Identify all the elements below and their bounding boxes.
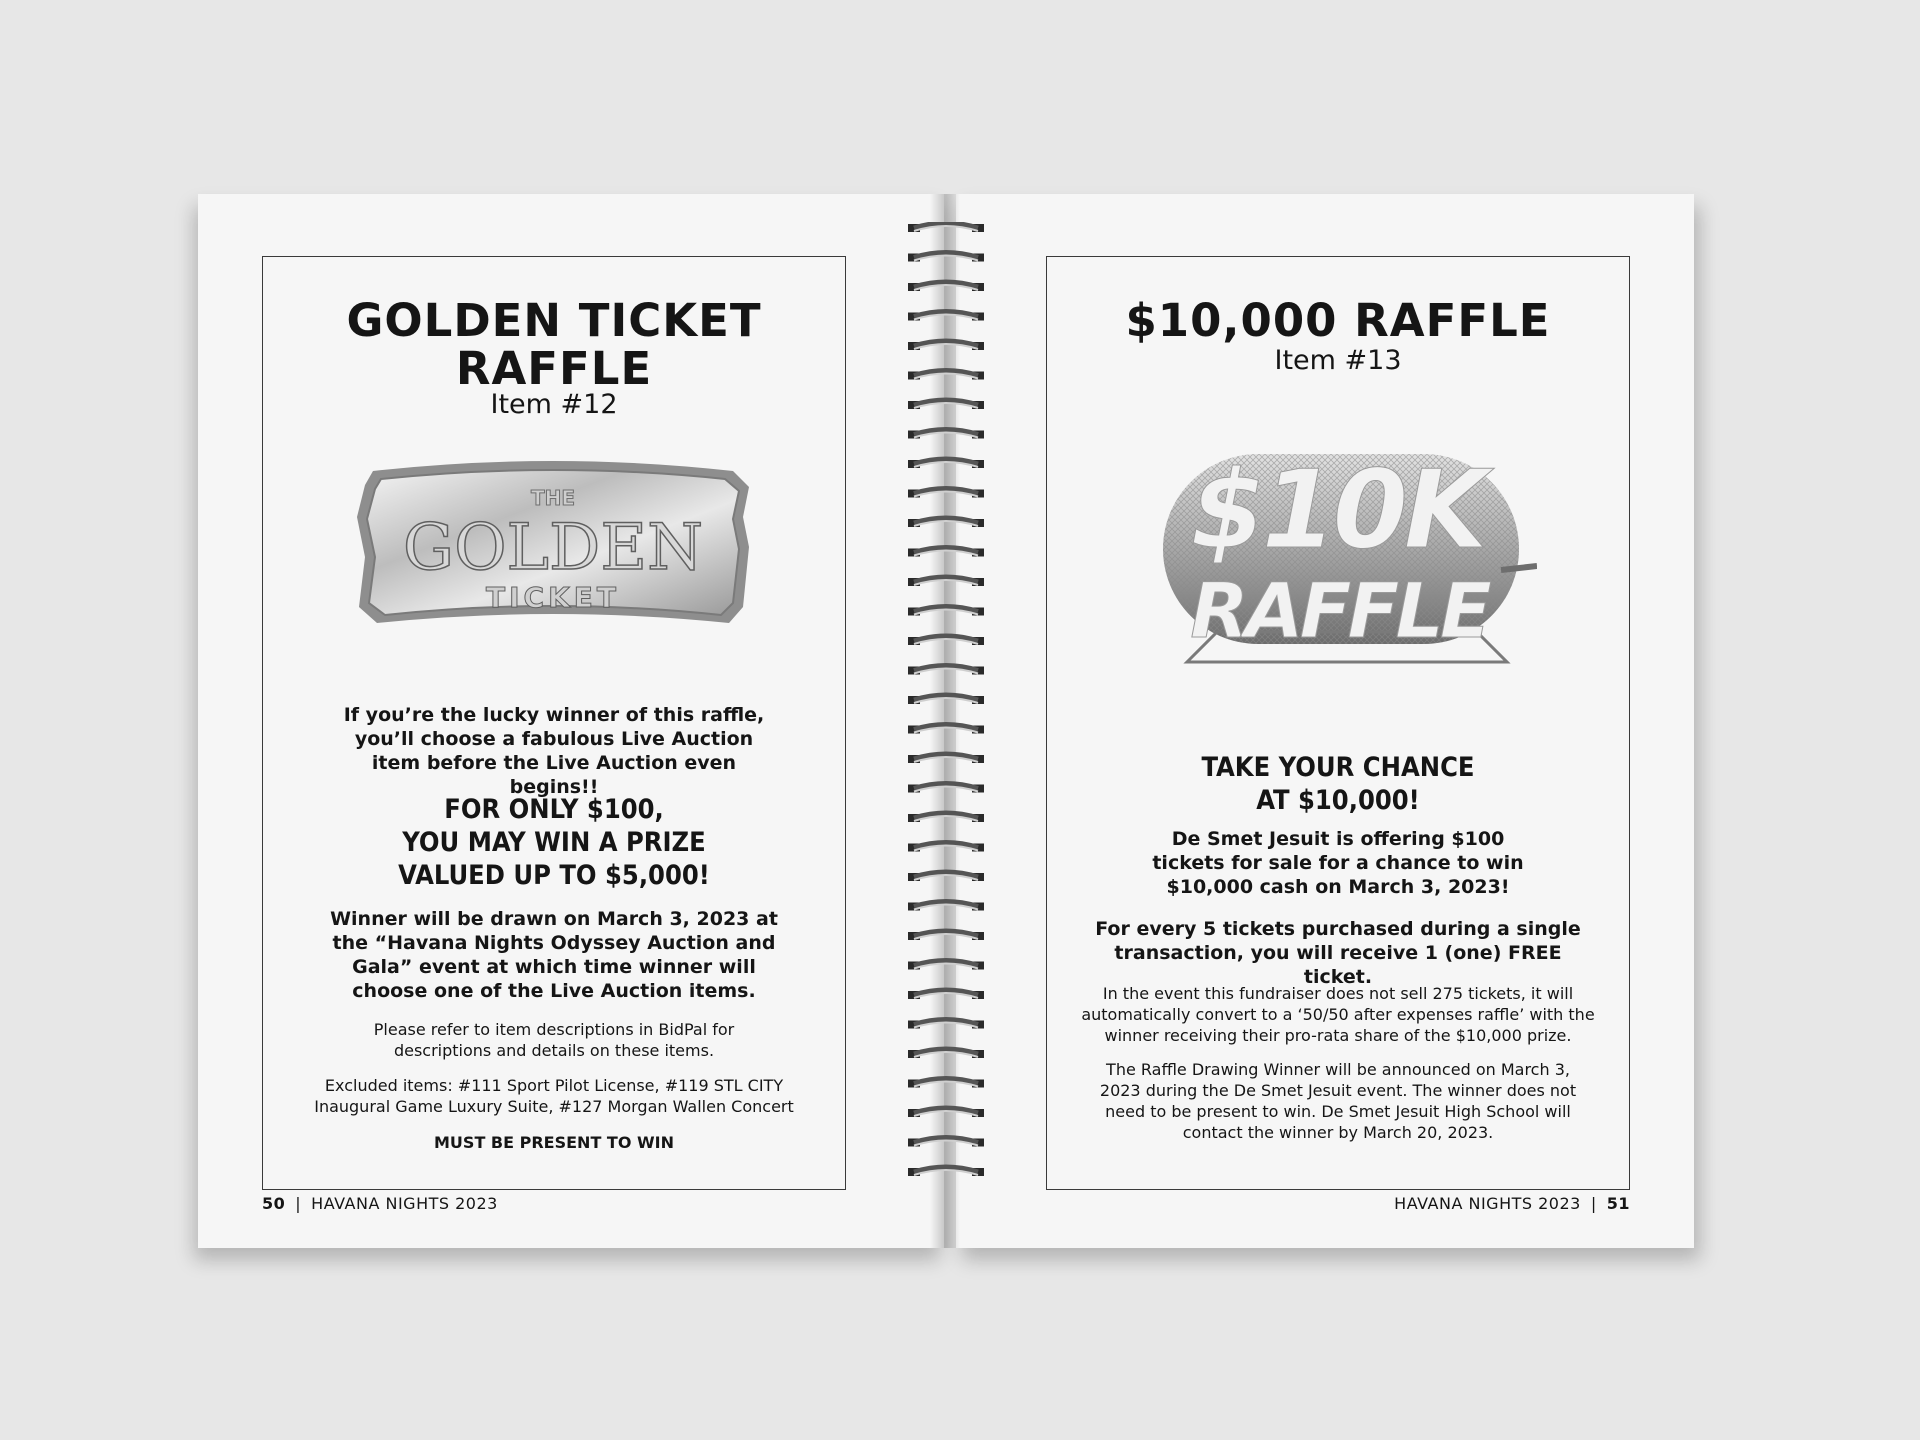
spiral-coil <box>908 1167 984 1176</box>
chance-headline: TAKE YOUR CHANCE AT $10,000! <box>1201 752 1475 816</box>
spiral-binding <box>904 222 988 1222</box>
drawing-text: Winner will be drawn on March 3, 2023 at the “Havana Nights Odyssey Auction and Gala” event at which time winner will choose one of the Live Auction items. <box>330 908 778 1002</box>
right-page-footer: HAVANA NIGHTS 2023 | 51 <box>1394 1194 1630 1213</box>
spiral-coil <box>908 902 984 911</box>
intro-text: If you’re the lucky winner of this raffle, you’ll choose a fabulous Live Auction item before the Live Auction even begins!! <box>343 704 765 798</box>
condition-text: In the event this fundraiser does not sell 275 tickets, it will automatically convert to a ‘50/50 after expenses raffle’ with the winner receiving their pro-rata share of the $10,000 prize. <box>1081 984 1595 1045</box>
spiral-coil <box>908 518 984 527</box>
spiral-coil <box>908 400 984 409</box>
ten-k-raffle-frame <box>1046 256 1630 1190</box>
page-number-50: 50 <box>262 1194 286 1213</box>
spiral-coil <box>908 223 984 232</box>
right-page <box>956 194 1694 1248</box>
spiral-coil <box>908 1020 984 1029</box>
golden-ticket-logo <box>353 457 753 629</box>
spiral-coil <box>908 459 984 468</box>
spiral-coil <box>908 312 984 321</box>
spiral-coil <box>908 371 984 380</box>
logo-word-the: THE <box>530 486 576 510</box>
logo-word-10k: $10K <box>1190 448 1484 573</box>
spiral-coil <box>908 990 984 999</box>
spiral-coil <box>908 430 984 439</box>
spiral-coil <box>908 636 984 645</box>
spiral-coil <box>908 1079 984 1088</box>
footer-label: HAVANA NIGHTS 2023 <box>1394 1194 1581 1213</box>
spiral-coil <box>908 607 984 616</box>
spiral-coil <box>908 1049 984 1058</box>
refer-text: Please refer to item descriptions in BidPal for descriptions and details on these items. <box>373 1020 735 1060</box>
logo-word-ticket: TICKET <box>486 581 620 614</box>
spiral-coil <box>908 577 984 586</box>
excluded-text: Excluded items: #111 Sport Pilot License, #119 STL CITY Inaugural Game Luxury Suite, #127 Morgan Wallen Concert <box>314 1076 794 1116</box>
logo-word-golden: GOLDEN <box>402 511 704 585</box>
spiral-coil <box>908 253 984 262</box>
spiral-coil <box>908 931 984 940</box>
page-number-51: 51 <box>1606 1194 1630 1213</box>
spiral-coil <box>908 784 984 793</box>
spiral-coil <box>908 1108 984 1117</box>
golden-ticket-title: GOLDEN TICKET RAFFLE <box>346 294 762 395</box>
spiral-coil <box>908 666 984 675</box>
spiral-coil <box>908 1138 984 1147</box>
spiral-coil <box>908 341 984 350</box>
golden-ticket-frame <box>262 256 846 1190</box>
footer-label: HAVANA NIGHTS 2023 <box>311 1194 498 1213</box>
spiral-coil <box>908 695 984 704</box>
left-page-footer: 50 | HAVANA NIGHTS 2023 <box>262 1194 498 1213</box>
spiral-coil <box>908 489 984 498</box>
spiral-coil <box>908 754 984 763</box>
ten-k-raffle-title: $10,000 RAFFLE <box>1125 294 1551 347</box>
spiral-coil <box>908 872 984 881</box>
logo-word-raffle: RAFFLE <box>1190 566 1488 655</box>
item-number-12: Item #12 <box>490 389 618 420</box>
spiral-coil <box>908 843 984 852</box>
announce-text: The Raffle Drawing Winner will be announced on March 3, 2023 during the De Smet Jesuit event. The winner does not need to be present to win. De Smet Jesuit High School will contact the winner by March 20, 2023. <box>1099 1060 1577 1142</box>
item-number-13: Item #13 <box>1274 345 1402 376</box>
price-headline: FOR ONLY $100, YOU MAY WIN A PRIZE VALUED UP TO $5,000! <box>398 794 710 891</box>
bonus-text: For every 5 tickets purchased during a single transaction, you will receive 1 (one) FREE ticket. <box>1095 918 1581 988</box>
left-page <box>198 194 944 1248</box>
spiral-coil <box>908 725 984 734</box>
spiral-coil <box>908 282 984 291</box>
ten-k-raffle-logo <box>1157 442 1537 678</box>
spiral-coil <box>908 813 984 822</box>
spiral-coil <box>908 961 984 970</box>
offer-text: De Smet Jesuit is offering $100 tickets for sale for a chance to win $10,000 cash on March 3, 2023! <box>1152 828 1524 898</box>
must-be-present-text: MUST BE PRESENT TO WIN <box>434 1133 674 1152</box>
spiral-coil <box>908 548 984 557</box>
